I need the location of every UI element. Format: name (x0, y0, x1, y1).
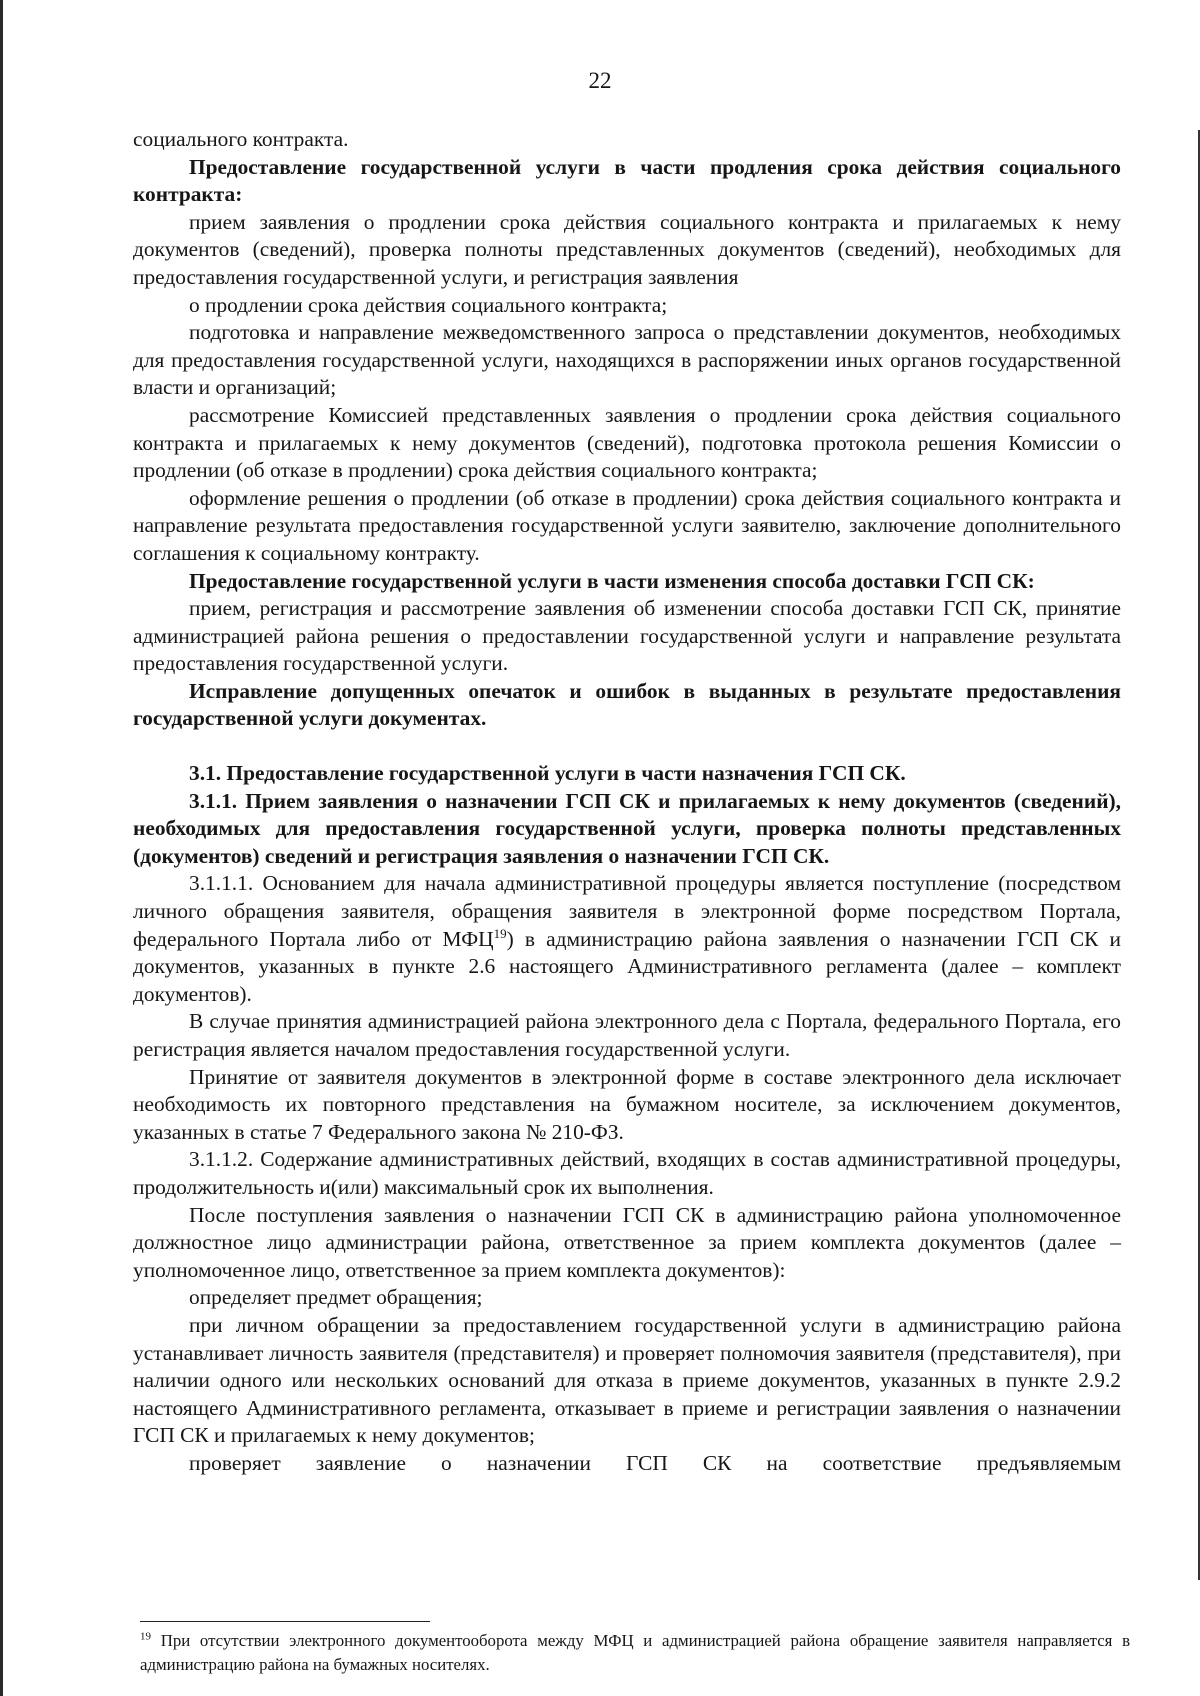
paragraph: Принятие от заявителя документов в электронной форме в составе электронного дела исключает необходимость их повторного представления на бумажном носителе, за исключением документов, указанных в статье 7 Федерального закона № 210-ФЗ. (133, 1064, 1121, 1144)
paragraph: прием заявления о продлении срока действия социального контракта и прилагаемых к нему документов (сведений), проверка полноты представленных документов (сведений), необходимых для предоставления государственной услуги, и регистрация заявления (133, 209, 1121, 289)
paragraph: социального контракта. (133, 127, 349, 151)
page-number: 22 (588, 68, 612, 93)
footnote-separator (140, 1621, 430, 1622)
document-body (133, 126, 1121, 1478)
section-heading: Предоставление государственной услуги в части продления срока действия социального контракта: (133, 154, 1121, 207)
paragraph: После поступления заявления о назначении ГСП СК в администрацию района уполномоченное должностное лицо администрации района, ответственное за прием комплекта документов (далее – уполномоченное лицо, ответственное за прием комплекта документов): (133, 1202, 1121, 1282)
footnote-ref: 19 (493, 925, 507, 941)
paragraph: рассмотрение Комиссией представленных заявления о продлении срока действия социального контракта и прилагаемых к нему документов (сведений), подготовка протокола решения Комиссии о продлении (об отказе в продлении) срока действия социального контракта; (133, 402, 1121, 483)
paragraph: оформление решения о продлении (об отказе в продлении) срока действия социального контракта и направление результата предоставления государственной услуги заявителю, заключение дополнительного соглашения к социальному контракту. (133, 485, 1121, 565)
paragraph: подготовка и направление межведомственного запроса о представлении документов, необходимых для предоставления государственной услуги, находящихся в распоряжении иных органов государственной власти и организаций; (133, 320, 1121, 400)
scan-edge (0, 0, 3, 1696)
footnote-text: При отсутствии электронного документооборота между МФЦ и администрацией района обращение заявителя направляется в администрацию района на бумажных носителях. (140, 1631, 1130, 1674)
section-heading: 3.1.1. Прием заявления о назначении ГСП СК и прилагаемых к нему документов (сведений), необходимых для предоставления государственной услуги, проверка полноты представленных (документов) сведений и регистрация заявления о назначении ГСП СК. (133, 788, 1121, 868)
paragraph: при личном обращении за предоставлением государственной услуги в администрацию района устанавливает личность заявителя (представителя) и проверяет полномочия заявителя (представителя), при наличии одного или нескольких оснований для отказа в приеме документов, указанных в пункте 2.9.2 настоящего Административного регламента, отказывает в приеме и регистрации заявления о назначении ГСП СК и прилагаемых к нему документов; (133, 1312, 1121, 1448)
paragraph: В случае принятия администрацией района электронного дела с Портала, федерального Портала, его регистрация является началом предоставления государственной услуги. (133, 1009, 1121, 1061)
paragraph: прием, регистрация и рассмотрение заявления об изменении способа доставки ГСП СК, принятие администрацией района решения о предоставлении государственной услуги и направление результата предоставления государственной услуги. (133, 596, 1121, 676)
footnote (140, 1629, 1130, 1677)
paragraph: о продлении срока действия социального контракта; (189, 292, 668, 317)
footnote-marker: 19 (140, 1630, 151, 1643)
section-heading: 3.1. Предоставление государственной услуги в части назначения ГСП СК. (189, 761, 906, 786)
section-heading: Исправление допущенных опечаток и ошибок в выданных в результате предоставления государственной услуги документах. (133, 678, 1121, 731)
section-heading: Предоставление государственной услуги в части изменения способа доставки ГСП СК: (189, 568, 1035, 593)
paragraph: проверяет заявление о назначении ГСП СК на соответствие предъявляемым (189, 1450, 1121, 1475)
paragraph: определяет предмет обращения; (189, 1285, 483, 1310)
paragraph: 3.1.1.2. Содержание административных действий, входящих в состав административной процедуры, продолжительность и(или) максимальный срок их выполнения. (133, 1147, 1121, 1199)
paragraph: 3.1.1.1. Основанием для начала административной процедуры является поступление (посредством личного обращения заявителя, обращения заявителя в электронной форме посредством Портала, федерального Портала либо от МФЦ$^{19}$) в администрацию района заявления о назначении ГСП СК и документов, указанных в пункте 2.6 настоящего Административного регламента (далее – комплект документов). (133, 871, 1121, 1006)
